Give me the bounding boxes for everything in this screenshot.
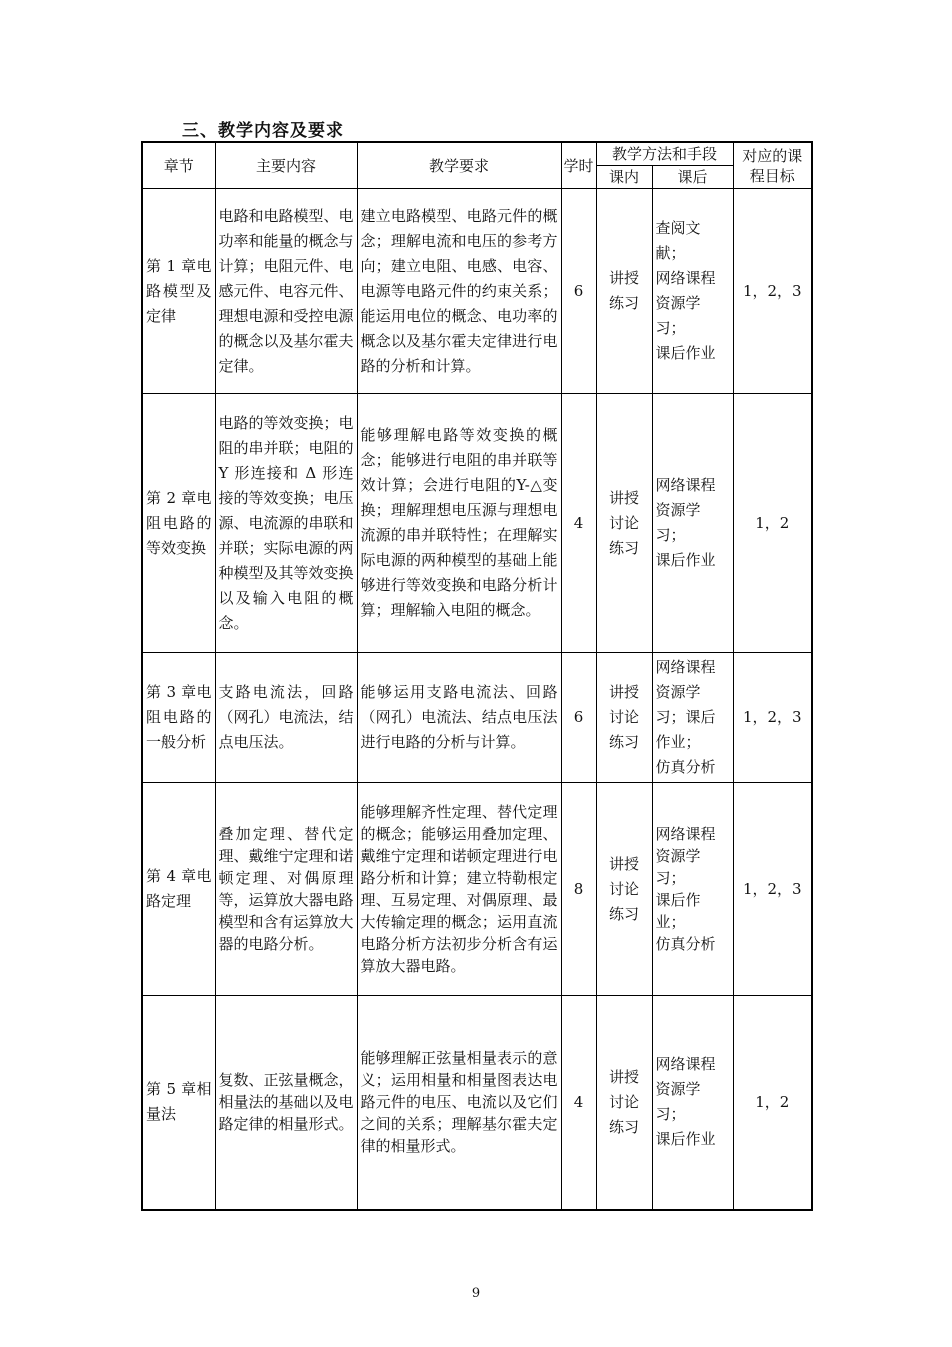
after-class-cell bbox=[652, 783, 733, 996]
section-title: 三、教学内容及要求 bbox=[182, 121, 344, 141]
after-class-method: 仿真分析 bbox=[655, 758, 716, 776]
in-class-cell bbox=[596, 189, 652, 394]
after-class-cell bbox=[652, 394, 733, 653]
hours-cell: 4 bbox=[561, 394, 596, 653]
header-hours: 学时 bbox=[561, 142, 596, 189]
requirements-cell: 能够理解齐性定理、替代定理的概念；能够运用叠加定理、戴维宁定理和诺顿定理进行电路分析和计算；建立特勒根定理、互易定理、对偶原理、最大传输定理的概念；运用直流电路分析方法初步分析含有运算放大器电路。 bbox=[357, 783, 561, 996]
after-class-method: 查阅文献； bbox=[655, 219, 701, 262]
after-class-method: 课后作业 bbox=[655, 344, 716, 362]
main-content-cell: 电路的等效变换；电阻的串并联；电阻的 Y 形连接和 Δ 形连接的等效变换；电压源、电流源的串联和并联；实际电源的两种模型及其等效变换以及输入电阻的概念。 bbox=[215, 394, 357, 653]
in-class-method: 练习 bbox=[608, 538, 639, 557]
chapter-cell: 第 1 章电路模型及定律 bbox=[142, 189, 215, 394]
after-class-method: 网络课程资源学习； bbox=[655, 269, 716, 337]
in-class-method: 讨论 bbox=[608, 513, 639, 532]
table-row bbox=[142, 394, 812, 653]
main-content-cell: 叠加定理、替代定理、戴维宁定理和诺顿定理、对偶原理等，运算放大器电路模型和含有运算放大器的电路分析。 bbox=[215, 783, 357, 996]
hours-cell: 8 bbox=[561, 783, 596, 996]
in-class-method: 讲授 bbox=[608, 488, 639, 507]
in-class-method: 讲授 bbox=[608, 1067, 639, 1086]
in-class-method: 讨论 bbox=[608, 879, 639, 898]
after-class-method: 课后作业 bbox=[655, 551, 716, 569]
in-class-cell bbox=[596, 996, 652, 1210]
header-main-content: 主要内容 bbox=[215, 142, 357, 189]
main-content-cell: 复数、正弦量概念，相量法的基础以及电路定律的相量形式。 bbox=[215, 996, 357, 1210]
after-class-cell bbox=[652, 653, 733, 783]
goals-cell: 1，2 bbox=[733, 394, 812, 653]
page-number: 9 bbox=[471, 1286, 481, 1301]
after-class-method: 网络课程资源学习； bbox=[655, 825, 716, 887]
goals-cell: 1，2，3 bbox=[733, 783, 812, 996]
in-class-cell bbox=[596, 783, 652, 996]
in-class-method: 讲授 bbox=[608, 683, 639, 701]
hours-cell: 6 bbox=[561, 653, 596, 783]
main-content-cell: 支路电流法，回路（网孔）电流法，结点电压法。 bbox=[215, 653, 357, 783]
table-row bbox=[142, 653, 812, 783]
after-class-method: 网络课程资源学习；课后作业； bbox=[655, 658, 716, 751]
in-class-method: 讨论 bbox=[608, 1092, 639, 1111]
after-class-method: 仿真分析 bbox=[655, 935, 716, 953]
goals-cell: 1，2，3 bbox=[733, 189, 812, 394]
chapter-cell: 第 2 章电阻电路的等效变换 bbox=[142, 394, 215, 653]
goals-cell: 1，2 bbox=[733, 996, 812, 1210]
requirements-cell: 能够理解正弦量相量表示的意义；运用相量和相量图表达电路元件的电压、电流以及它们之间的关系；理解基尔霍夫定律的相量形式。 bbox=[357, 996, 561, 1210]
requirements-cell: 能够运用支路电流法、回路（网孔）电流法、结点电压法进行电路的分析与计算。 bbox=[357, 653, 561, 783]
after-class-cell bbox=[652, 996, 733, 1210]
in-class-method: 讲授 bbox=[608, 854, 639, 873]
in-class-method: 讲授 bbox=[608, 269, 639, 287]
after-class-method: 网络课程资源学习； bbox=[655, 476, 716, 544]
table-row bbox=[142, 996, 812, 1210]
header-chapter: 章节 bbox=[142, 142, 215, 189]
requirements-cell: 能够理解电路等效变换的概念；能够进行电阻的串并联等效计算；会进行电阻的Y-△变换；理解理想电压源与理想电流源的串并联特性；在理解实际电源的两种模型的基础上能够进行等效变换和电路分析计算；理解输入电阻的概念。 bbox=[357, 394, 561, 653]
in-class-method: 讨论 bbox=[608, 708, 639, 726]
in-class-method: 练习 bbox=[608, 1117, 639, 1136]
after-class-cell bbox=[652, 189, 733, 394]
in-class-cell bbox=[596, 394, 652, 653]
table-row bbox=[142, 783, 812, 996]
syllabus-table bbox=[141, 141, 813, 1211]
in-class-method: 练习 bbox=[608, 733, 639, 751]
hours-cell: 4 bbox=[561, 996, 596, 1210]
in-class-cell bbox=[596, 653, 652, 783]
after-class-method: 课后作业； bbox=[655, 891, 701, 931]
chapter-cell: 第 5 章相量法 bbox=[142, 996, 215, 1210]
goals-cell: 1，2，3 bbox=[733, 653, 812, 783]
hours-cell: 6 bbox=[561, 189, 596, 394]
chapter-cell: 第 4 章电路定理 bbox=[142, 783, 215, 996]
header-methods: 教学方法和手段 bbox=[596, 142, 733, 166]
after-class-method: 网络课程资源学习； bbox=[655, 1055, 716, 1124]
chapter-cell: 第 3 章电阻电路的一般分析 bbox=[142, 653, 215, 783]
header-in-class: 课内 bbox=[596, 166, 652, 189]
in-class-method: 练习 bbox=[608, 904, 639, 923]
header-goals: 对应的课程目标 bbox=[733, 142, 812, 189]
requirements-cell: 建立电路模型、电路元件的概念；理解电流和电压的参考方向；建立电阻、电感、电容、电源等电路元件的约束关系；能运用电位的概念、电功率的概念以及基尔霍夫定律进行电路的分析和计算。 bbox=[357, 189, 561, 394]
after-class-method: 课后作业 bbox=[655, 1130, 716, 1149]
main-content-cell: 电路和电路模型、电功率和能量的概念与计算；电阻元件、电感元件、电容元件、理想电源和受控电源的概念以及基尔霍夫定律。 bbox=[215, 189, 357, 394]
in-class-method: 练习 bbox=[608, 294, 639, 312]
table-row bbox=[142, 189, 812, 394]
header-after-class: 课后 bbox=[652, 166, 733, 189]
header-requirements: 教学要求 bbox=[357, 142, 561, 189]
